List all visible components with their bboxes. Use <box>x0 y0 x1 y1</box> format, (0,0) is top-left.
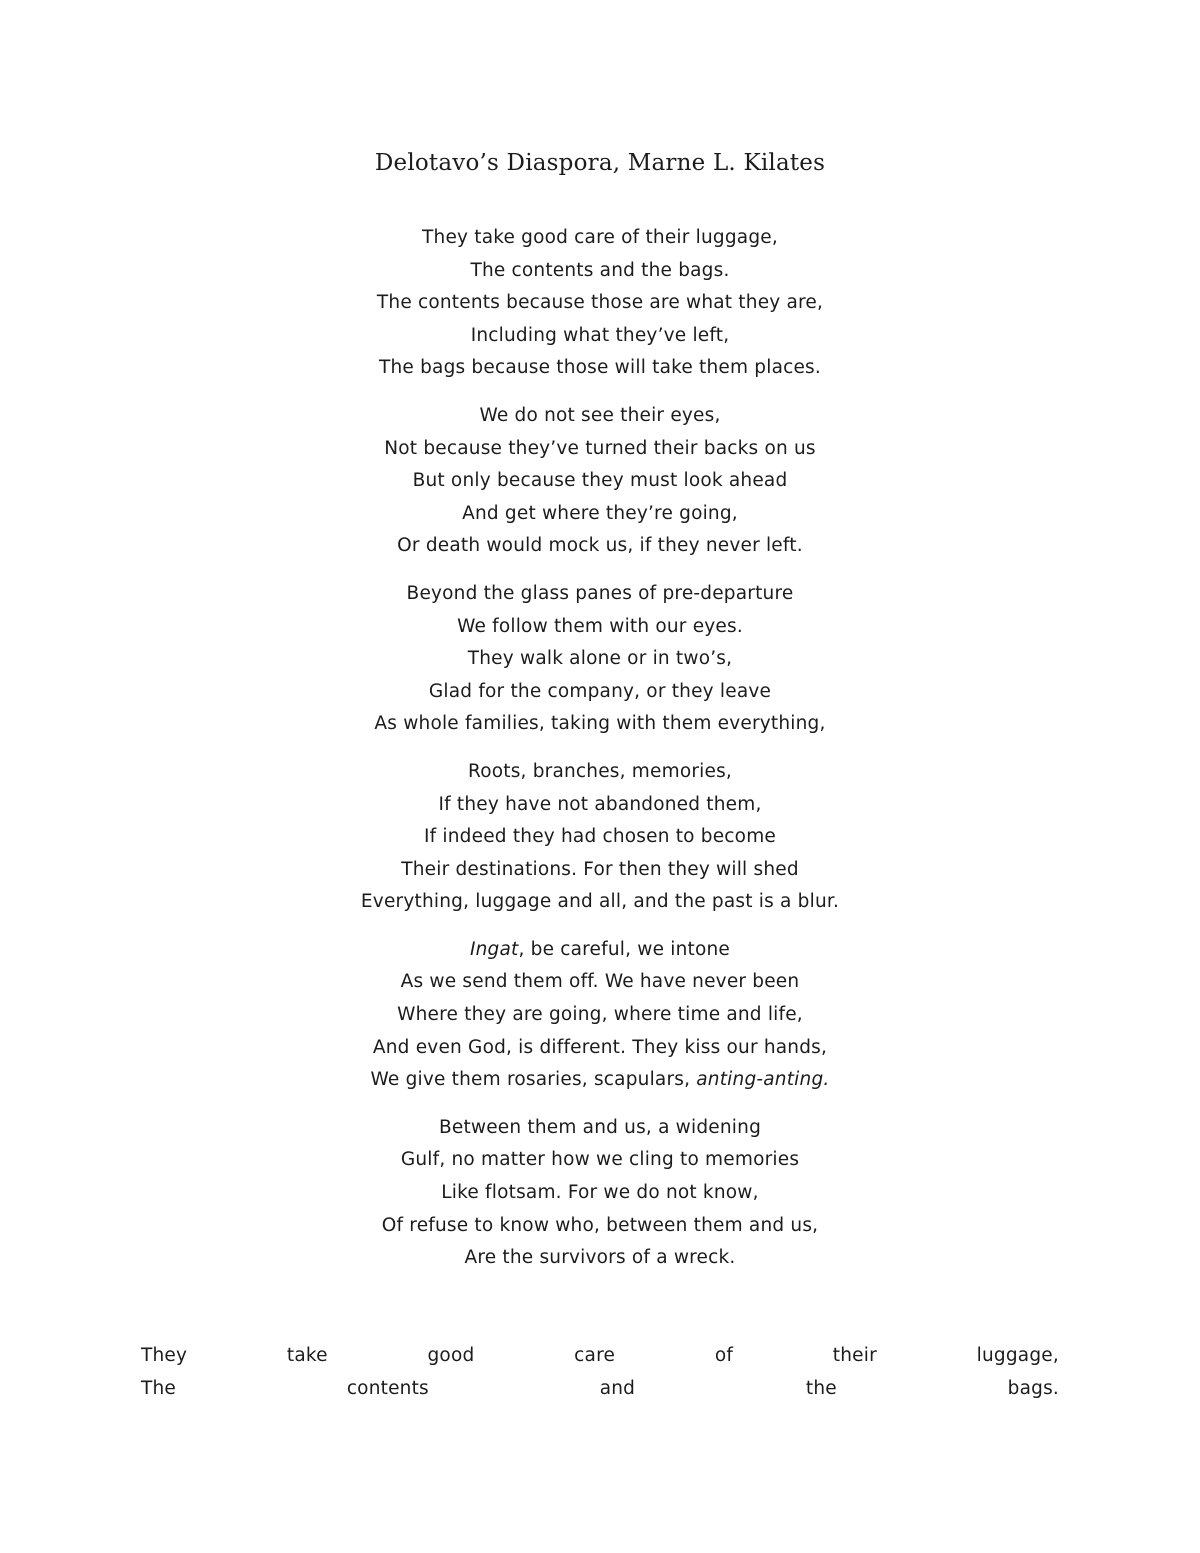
justified-word: their <box>832 1345 877 1366</box>
poem-line: Everything, luggage and all, and the past is a blur. <box>360 891 840 913</box>
poem-stanza <box>0 578 1200 741</box>
justified-word: luggage, <box>976 1345 1059 1366</box>
poem-line-text: We give them rosaries, scapulars, <box>370 1069 697 1091</box>
poem-line: Of refuse to know who, between them and us, <box>381 1214 819 1236</box>
poem-line: Where they are going, where time and life, <box>397 1004 803 1026</box>
justified-word: good <box>427 1345 475 1366</box>
justified-excerpt <box>141 1340 1059 1405</box>
poem-stanza <box>0 1112 1200 1275</box>
poem-line: And even God, is different. They kiss our hands, <box>372 1036 828 1058</box>
poem-line: The bags because those will take them places. <box>379 357 821 379</box>
justified-word: contents <box>346 1377 429 1399</box>
poem-line: As whole families, taking with them everything, <box>374 713 826 735</box>
poem-line: As we send them off. We have never been <box>400 971 800 993</box>
poem-stanza <box>0 222 1200 385</box>
poem-line: The contents because those are what they are, <box>376 292 824 314</box>
poem-line: They take good care of their luggage, <box>422 227 778 248</box>
justified-row <box>141 1340 1059 1373</box>
justified-row <box>141 1373 1059 1406</box>
poem-line: Roots, branches, memories, <box>468 760 732 782</box>
poem-line: We follow them with our eyes. <box>457 615 743 637</box>
justified-word: the <box>805 1377 837 1399</box>
poem-line: Are the survivors of a wreck. <box>464 1247 736 1269</box>
justified-word: take <box>286 1345 328 1366</box>
justified-word: of <box>714 1345 734 1366</box>
justified-word: bags. <box>1007 1377 1059 1399</box>
poem-line <box>0 934 1200 967</box>
poem-line: Gulf, no matter how we cling to memories <box>400 1149 800 1171</box>
justified-word: and <box>599 1377 636 1399</box>
poem-body <box>0 222 1200 1290</box>
poem-line: Not because they’ve turned their backs on us <box>384 437 816 459</box>
justified-word: care <box>574 1345 616 1366</box>
poem-title: Delotavo’s Diaspora, Marne L. Kilates <box>374 150 826 176</box>
poem-stanza <box>0 400 1200 563</box>
justified-word: The <box>141 1377 177 1399</box>
poem-stanza <box>0 756 1200 919</box>
poem-line: If indeed they had chosen to become <box>423 826 777 848</box>
poem-line: Glad for the company, or they leave <box>428 680 772 702</box>
poem-line-text: , be careful, we intone <box>518 938 731 960</box>
poem-italic-word: anting-anting. <box>696 1069 830 1091</box>
poem-line: They walk alone or in two’s, <box>467 648 733 670</box>
justified-word: They <box>141 1345 188 1366</box>
poem-line: And get where they’re going, <box>462 502 738 524</box>
poem-line: Beyond the glass panes of pre-departure <box>406 582 794 604</box>
poem-line: Including what they’ve left, <box>470 324 730 346</box>
poem-line: Or death would mock us, if they never left. <box>397 535 803 557</box>
poem-line: But only because they must look ahead <box>412 470 788 492</box>
poem-line <box>0 1064 1200 1097</box>
poem-line: We do not see their eyes, <box>479 404 721 426</box>
poem-stanza <box>0 934 1200 1097</box>
poem-line: Like flotsam. For we do not know, <box>441 1182 759 1204</box>
poem-line: If they have not abandoned them, <box>438 793 762 815</box>
poem-line: The contents and the bags. <box>470 259 730 281</box>
poem-line: Their destinations. For then they will shed <box>401 858 799 880</box>
poem-line: Between them and us, a widening <box>438 1116 762 1138</box>
poem-italic-word: Ingat <box>469 938 519 960</box>
